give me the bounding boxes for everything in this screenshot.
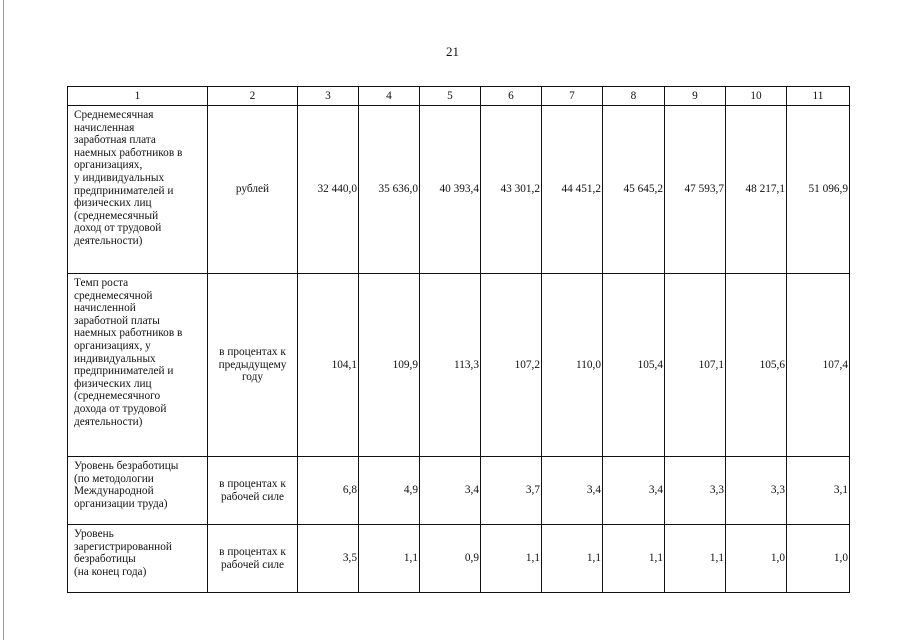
value-cell: 40 393,4 [420,106,481,274]
indicator-name-line: наемных работников в [74,146,183,159]
value-cell: 113,3 [420,274,481,457]
column-header: 11 [787,87,850,106]
value-cell: 45 645,2 [603,106,665,274]
unit-line: в процентах к [219,477,286,490]
value-cell: 107,2 [481,274,542,457]
unit-line: году [241,371,264,384]
indicator-name-line: организациях, [74,159,143,172]
value-cell: 32 440,0 [298,106,359,274]
unit-line: в процентах к [219,545,286,558]
value-cell: 1,1 [603,525,665,593]
value-cell: 6,8 [298,457,359,525]
unit-cell [208,525,298,593]
table-row [68,457,850,525]
value-cell: 48 217,1 [726,106,787,274]
column-header: 2 [208,87,298,106]
value-cell: 109,9 [359,274,420,457]
unit-line: рабочей силе [220,558,285,571]
unit-cell [208,274,298,457]
unit-line: рублей [235,183,270,196]
indicator-name-line: организации труда) [74,497,168,510]
table-row [68,525,850,593]
value-cell: 1,0 [787,525,850,593]
indicator-name-line: Темп роста [74,277,129,289]
indicator-name-cell [68,274,208,457]
value-cell: 4,9 [359,457,420,525]
table-header-row [68,87,850,106]
indicator-name-line: зарегистрированной [74,540,172,553]
column-header: 6 [481,87,542,106]
value-cell: 3,1 [787,457,850,525]
value-cell: 35 636,0 [359,106,420,274]
indicator-name-line: Уровень [74,528,114,540]
table-row [68,274,850,457]
value-cell: 1,1 [665,525,726,593]
column-header: 8 [603,87,665,106]
indicator-name-cell [68,525,208,593]
indicator-name-line: начисленная [74,121,135,134]
value-cell: 105,4 [603,274,665,457]
indicator-name-line: деятельности) [74,415,143,428]
value-cell: 107,1 [665,274,726,457]
value-cell: 51 096,9 [787,106,850,274]
table-row [68,106,850,274]
column-header: 4 [359,87,420,106]
value-cell: 110,0 [542,274,603,457]
value-cell: 104,1 [298,274,359,457]
value-cell: 3,5 [298,525,359,593]
indicators-table [67,86,850,593]
value-cell: 3,3 [726,457,787,525]
value-cell: 3,3 [665,457,726,525]
indicator-name-line: среднемесячной [74,289,153,302]
page-left-edge-line [3,0,4,640]
unit-cell [208,457,298,525]
indicator-name-line: Международной [74,485,154,498]
value-cell: 1,0 [726,525,787,593]
indicator-name-line: безработицы [74,553,136,566]
indicator-name-line: доход от трудовой [74,222,162,235]
indicator-name-line: физических лиц [74,197,152,210]
indicator-name-line: начисленной [74,302,136,315]
indicator-name-line: Уровень безработицы [74,460,179,472]
indicator-name-line: организациях, у [74,339,151,352]
value-cell: 3,7 [481,457,542,525]
value-cell: 44 451,2 [542,106,603,274]
indicator-name-line: предпринимателей и [74,184,174,197]
value-cell: 47 593,7 [665,106,726,274]
indicator-name-line: деятельности) [74,234,143,247]
unit-cell [208,106,298,274]
column-header: 9 [665,87,726,106]
table-body [68,87,850,593]
value-cell: 105,6 [726,274,787,457]
value-cell: 107,4 [787,274,850,457]
page-number: 21 [446,44,459,59]
column-header: 1 [68,87,208,106]
value-cell: 1,1 [359,525,420,593]
indicator-name-line: наемных работников в [74,327,183,340]
indicator-name-cell [68,106,208,274]
column-header: 5 [420,87,481,106]
indicator-name-line: Среднемесячная [74,109,154,121]
indicator-name-line: физических лиц [74,377,152,390]
indicator-name-line: (по методологии [74,472,154,485]
unit-line: рабочей силе [220,490,285,503]
indicator-name-line: у индивидуальных [74,171,165,184]
column-header: 10 [726,87,787,106]
value-cell: 1,1 [542,525,603,593]
indicator-name-line: заработной платы [74,314,160,327]
indicator-name-line: (на конец года) [74,565,147,578]
indicator-name-line: (среднемесячный [74,209,159,222]
value-cell: 3,4 [542,457,603,525]
column-header: 7 [542,87,603,106]
indicator-name-line: дохода от трудовой [74,402,167,415]
unit-line: предыдущему [218,358,287,371]
indicator-name-line: (среднемесячного [74,390,161,403]
value-cell: 3,4 [420,457,481,525]
value-cell: 3,4 [603,457,665,525]
column-header: 3 [298,87,359,106]
indicator-name-line: заработная плата [74,134,156,147]
value-cell: 1,1 [481,525,542,593]
unit-line: в процентах к [219,346,286,359]
value-cell: 0,9 [420,525,481,593]
indicator-name-cell [68,457,208,525]
indicator-name-line: предпринимателей и [74,365,174,378]
value-cell: 43 301,2 [481,106,542,274]
indicator-name-line: индивидуальных [74,352,156,365]
